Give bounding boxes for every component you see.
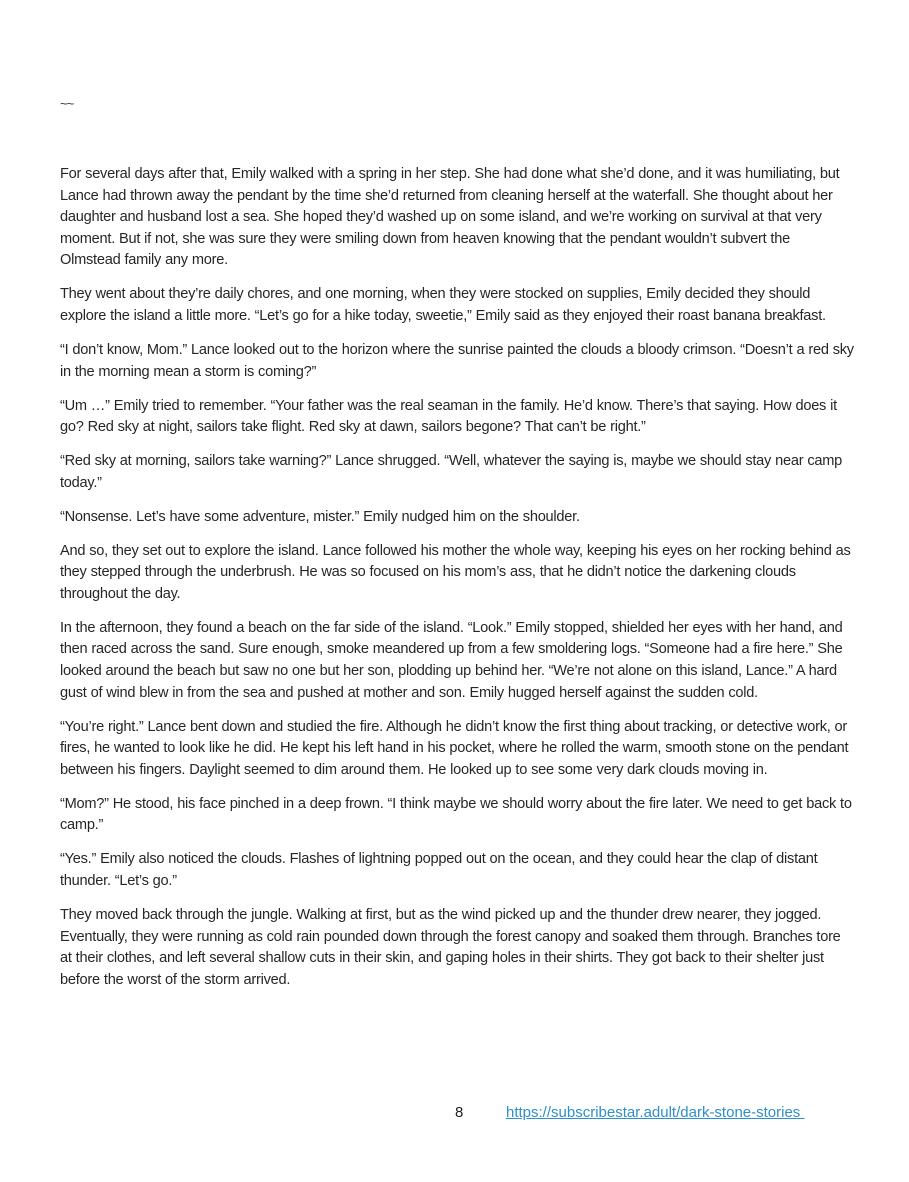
paragraph: “Red sky at morning, sailors take warning?” Lance shrugged. “Well, whatever the saying is, maybe we should stay near camp today.”	[60, 453, 842, 491]
paragraph: “I don’t know, Mom.” Lance looked out to the horizon where the sunrise painted the clouds a bloody crimson. “Doesn’t a red sky in the morning mean a storm is coming?”	[60, 341, 854, 380]
paragraph: They moved back through the jungle. Walking at first, but as the wind picked up and the thunder drew nearer, they jogged. Eventually, they were running as cold rain pounded down through the forest canopy and soaked them through. Branches tore at their clothes, and left several shallow cuts in their skin, and gaping holes in their shirts. They got back to their shelter just before the worst of the storm arrived.	[60, 906, 841, 988]
paragraph: In the afternoon, they found a beach on the far side of the island. “Look.” Emily stopped, shielded her eyes with her hand, and then raced across the sand. Sure enough, smoke meandered up from a few smoldering logs. “Someone had a fire here.” She looked around the beach but saw no one but her son, plodding up behind her. “We’re not alone on this island, Lance.” A hard gust of wind blew in from the sea and pushed at mother and son. Emily hugged herself against the sudden cold.	[60, 619, 843, 701]
paragraph: “Nonsense. Let’s have some adventure, mister.” Emily nudged him on the shoulder.	[60, 508, 580, 525]
paragraph: “Um …” Emily tried to remember. “Your father was the real seaman in the family. He’d know. There’s that saying. How does it go? Red sky at night, sailors take flight. Red sky at dawn, sailors begone? That can’t be right.”	[60, 397, 837, 436]
paragraph: For several days after that, Emily walked with a spring in her step. She had done what she’d done, and it was humiliating, but Lance had thrown away the pendant by the time she’d returned from cleaning herself at the waterfall. She thought about her daughter and husband lost a sea. She hoped they’d washed up on some island, and we’re working on survival at that very moment. But if not, she was sure they were smiling down from heaven knowing that the pendant wouldn’t subvert the Olmstead family any more.	[60, 166, 840, 269]
paragraph: And so, they set out to explore the island. Lance followed his mother the whole way, keeping his eyes on her rocking behind as they stepped through the underbrush. He was so focused on his mom’s ass, that he didn’t notice the darkening clouds throughout the day.	[60, 542, 851, 602]
paragraph: “You’re right.” Lance bent down and studied the fire. Although he didn’t know the first thing about tracking, or detective work, or fires, he wanted to look like he did. He kept his left hand in his pocket, where he rolled the warm, smooth stone on the pendant between his fingers. Daylight seemed to dim around them. He looked up to see some very dark clouds moving in.	[60, 718, 849, 778]
section-separator: ~~	[60, 96, 74, 111]
paragraph: They went about they’re daily chores, and one morning, when they were stocked on supplies, Emily decided they should explore the island a little more. “Let’s go for a hike today, sweetie,” Emily said as they enjoyed their roast banana breakfast.	[60, 286, 826, 324]
subscribestar-link[interactable]: https://subscribestar.adult/dark-stone-stories	[506, 1104, 805, 1121]
page-footer	[0, 1104, 909, 1126]
paragraph: “Mom?” He stood, his face pinched in a deep frown. “I think maybe we should worry about the fire later. We need to get back to camp.”	[60, 795, 852, 834]
paragraph: “Yes.” Emily also noticed the clouds. Flashes of lightning popped out on the ocean, and they could hear the clap of distant thunder. “Let’s go.”	[60, 851, 818, 889]
body-text	[60, 164, 854, 1004]
page-number: 8	[455, 1104, 464, 1121]
